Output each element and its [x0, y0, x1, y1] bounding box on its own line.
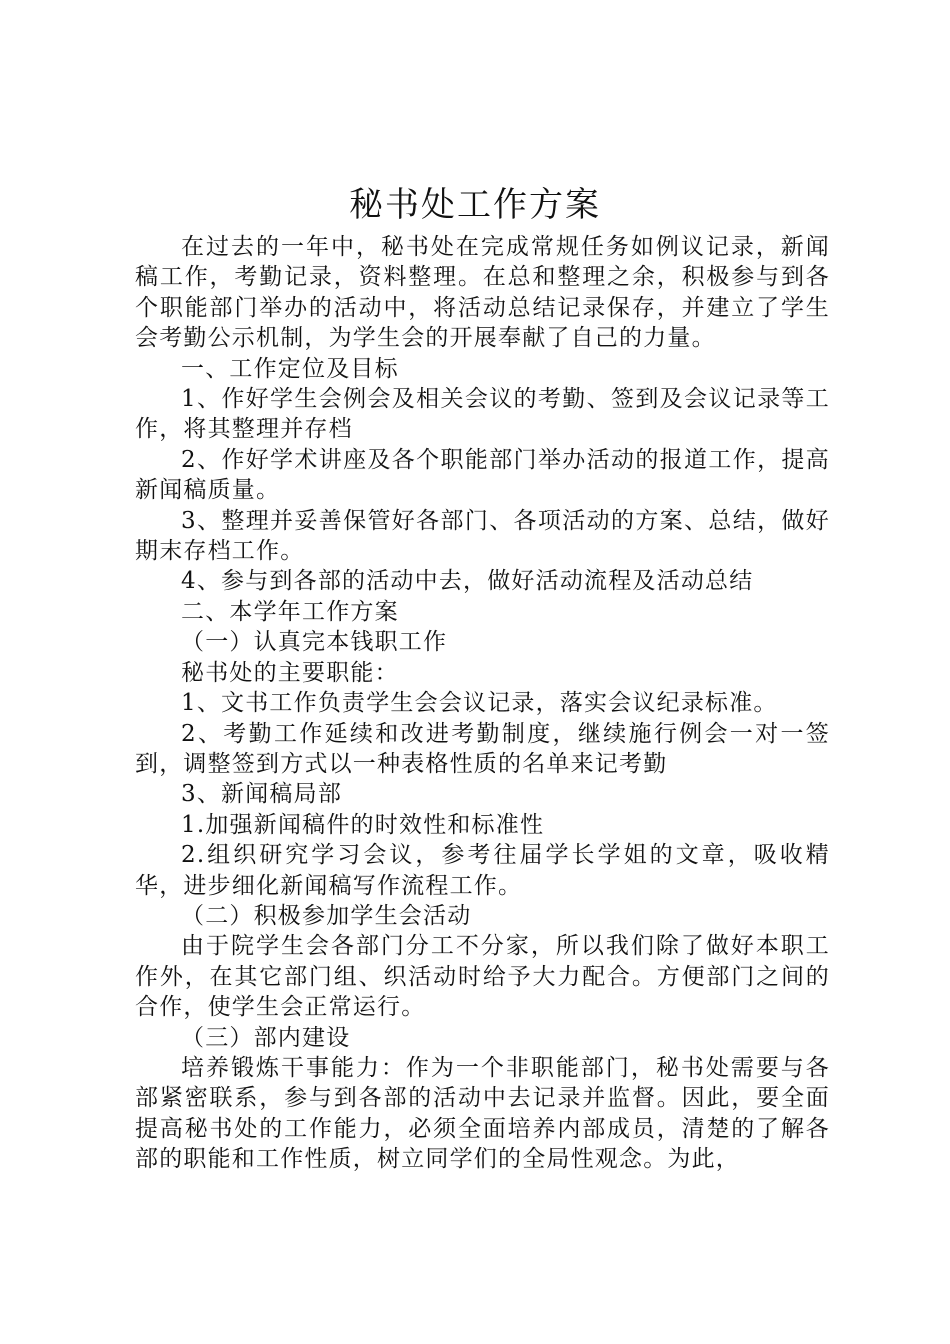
subsection-heading: （三）部内建设 [181, 1024, 351, 1051]
document-body [135, 232, 830, 1175]
paragraph: 秘书处的主要职能： [181, 659, 399, 686]
list-item: 1.加强新闻稿件的时效性和标准性 [181, 811, 545, 838]
section-heading-1: 一、工作定位及目标 [181, 355, 399, 382]
list-item: 2、作好学术讲座及各个职能部门举办活动的报道工作，提高新闻稿质量。 [135, 446, 830, 504]
subsection-heading: （一）认真完本钱职工作 [181, 629, 448, 656]
list-item: 3、新闻稿局部 [181, 781, 343, 808]
paragraph: 由于院学生会各部门分工不分家，所以我们除了做好本职工作外，在其它部门组、织活动时给予大力配合。方便部门之间的合作，使学生会正常运行。 [135, 933, 830, 1021]
list-item: 2.组织研究学习会议，参考往届学长学姐的文章，吸收精华，进步细化新闻稿写作流程工作。 [135, 842, 830, 899]
paragraph-intro: 在过去的一年中，秘书处在完成常规任务如例议记录，新闻稿工作，考勤记录，资料整理。在总和整理之余，积极参与到各个职能部门举办的活动中，将活动总结记录保存，并建立了学生会考勤公示机制，为学生会的开展奉献了自己的力量。 [135, 234, 830, 352]
list-item: 2、考勤工作延续和改进考勤制度，继续施行例会一对一签到，调整签到方式以一种表格性质的名单来记考勤 [135, 720, 830, 777]
list-item: 3、整理并妥善保管好各部门、各项活动的方案、总结，做好期末存档工作。 [135, 507, 830, 565]
paragraph: 培养锻炼干事能力：作为一个非职能部门，秘书处需要与各部紧密联系，参与到各部的活动中去记录并监督。因此，要全面提高秘书处的工作能力，必须全面培养内部成员，清楚的了解各部的职能和工作性质，树立同学们的全局性观念。为此， [135, 1054, 830, 1173]
list-item: 1、作好学生会例会及相关会议的考勤、签到及会议记录等工作，将其整理并存档 [135, 386, 830, 443]
section-heading-2: 二、本学年工作方案 [181, 598, 399, 625]
list-item: 1、文书工作负责学生会会议记录，落实会议纪录标准。 [181, 690, 778, 717]
subsection-heading: （二）积极参加学生会活动 [181, 902, 472, 929]
list-item: 4、参与到各部的活动中去，做好活动流程及活动总结 [181, 568, 754, 595]
document-title: 秘书处工作方案 [349, 185, 601, 225]
